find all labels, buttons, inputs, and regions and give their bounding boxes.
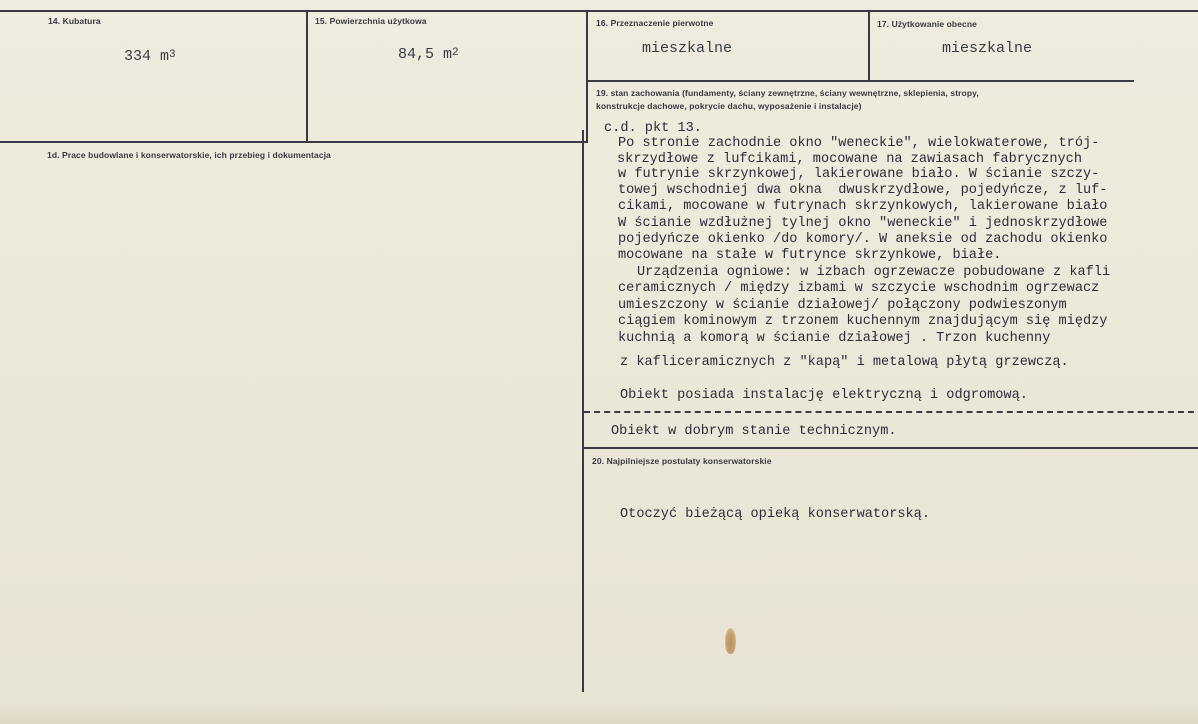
field-15-value — [398, 46, 459, 63]
field-19-label-line2: konstrukcje dachowe, pokrycie dachu, wyposażenie i instalacje) — [596, 101, 862, 111]
dashed-separator — [584, 411, 1194, 413]
divider-14-15 — [306, 10, 308, 142]
condition-line-2: Po stronie zachodnie okno "weneckie", wielokwaterowe, trój- — [618, 136, 1100, 151]
stain-mark — [725, 628, 736, 654]
field-16-label: 16. Przeznaczenie pierwotne — [596, 18, 714, 28]
divider-15-16 — [586, 10, 588, 142]
field-17-label: 17. Użytkowanie obecne — [877, 19, 977, 29]
field-19-label-line1: 19. stan zachowania (fundamenty, ściany zewnętrzne, ściany wewnętrzne, sklepienia, stropy, — [596, 88, 979, 98]
condition-line-3: skrzydłowe z lufcikami, mocowane na zawiasach fabrycznych — [617, 152, 1082, 167]
condition-line-16: Obiekt posiada instalację elektryczną i odgromową. — [620, 388, 1028, 403]
field-20-label: 20. Najpilniejsze postulaty konserwatorskie — [592, 456, 772, 466]
condition-line-14: kuchnią a komorą w ścianie działowej . Trzon kuchenny — [618, 331, 1051, 346]
condition-line-5: towej wschodniej dwa okna dwuskrzydłowe, pojedyńcze, z luf- — [618, 183, 1108, 198]
condition-line-9: mocowane na stałe w futrynce skrzynkowe, białe. — [618, 248, 1002, 263]
rule-below-16-17 — [586, 80, 1134, 82]
condition-line-6: cikami, mocowane w futrynach skrzynkowych, lakierowane biało — [618, 199, 1108, 214]
condition-line-10: Urządzenia ogniowe: w izbach ogrzewacze pobudowane z kafli — [637, 265, 1111, 280]
condition-line-4: w futrynie skrzynkowej, lakierowane biało. W ścianie szczy- — [618, 167, 1100, 182]
field-14-label: 14. Kubatura — [48, 16, 101, 26]
divider-16-17 — [868, 10, 870, 80]
top-rule — [0, 10, 1198, 12]
rule-above-20 — [584, 447, 1198, 449]
field-14-value — [124, 48, 176, 65]
condition-line-15: z kafliceramicznych z "kapą" i metalową płytą grzewczą. — [620, 355, 1069, 370]
field-14-superscript: 3 — [169, 49, 176, 61]
field-15-superscript: 2 — [452, 47, 459, 59]
condition-line-17: Obiekt w dobrym stanie technicznym. — [611, 424, 897, 439]
condition-line-8: pojedyńcze okienko /do komory/. W aneksie od zachodu okienko — [618, 232, 1108, 247]
field-18-label: 1d. Prace budowlane i konserwatorskie, ich przebieg i dokumentacja — [47, 150, 331, 160]
field-14-number: 334 m — [124, 48, 170, 65]
condition-line-11: ceramicznych / między izbami w szczycie wschodnim ogrzewacz — [618, 281, 1100, 296]
condition-line-12: umieszczony w ścianie działowej/ połączony podwieszonym — [618, 298, 1067, 313]
field-15-label: 15. Powierzchnia użytkowa — [315, 16, 427, 26]
rule-below-14-15 — [0, 141, 588, 143]
condition-line-1: c.d. pkt 13. — [604, 121, 702, 136]
field-17-value: mieszkalne — [942, 40, 1033, 57]
field-16-value: mieszkalne — [642, 40, 733, 57]
condition-line-13: ciągiem kominowym z trzonem kuchennym znajdującym się między — [618, 314, 1108, 329]
condition-line-7: W ścianie wzdłużnej tylnej okno "weneckie" i jednoskrzydłowe — [618, 216, 1108, 231]
postulate-text: Otoczyć bieżącą opieką konserwatorską. — [620, 507, 930, 522]
card-bottom-edge — [0, 708, 1198, 724]
field-15-number: 84,5 m — [398, 46, 453, 63]
